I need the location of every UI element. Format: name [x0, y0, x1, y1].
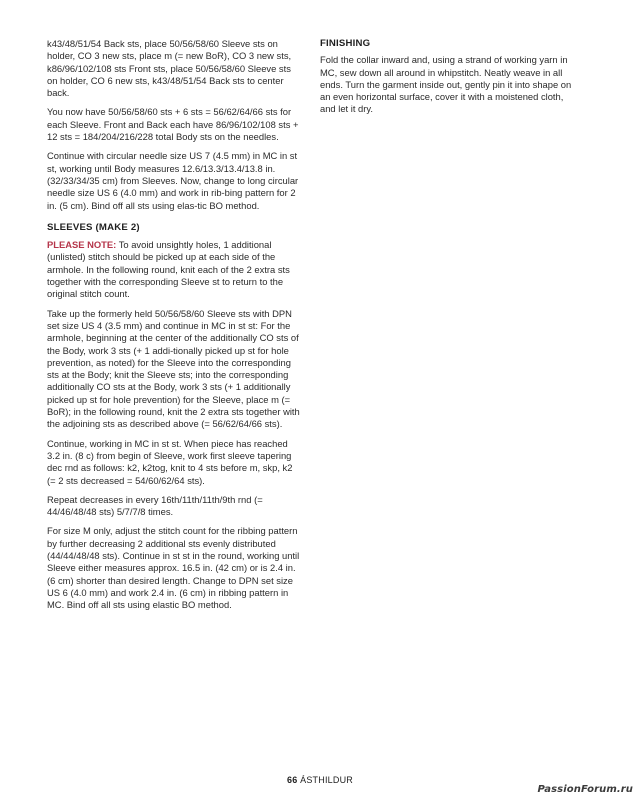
right-column — [320, 38, 578, 123]
paragraph-stitch-count: You now have 50/56/58/60 sts + 6 sts = 56/62/64/66 sts for each Sleeve. Front and Back each have 86/96/102/108 sts + 12 sts = 184/204/216/228 total Body sts on the needles. — [47, 106, 299, 143]
please-note-label: PLEASE NOTE: — [47, 239, 117, 251]
left-column — [47, 38, 303, 618]
watermark: PassionForum.ru — [537, 784, 633, 795]
paragraph-finishing: Fold the collar inward and, using a strand of working yarn in MC, sew down all around in whipstitch. Neatly weave in all ends. Turn the garment inside out, gently pin it into shape on an even horizontal surface, cover it with a moistened cloth, and let it dry. — [320, 54, 572, 115]
footer-title: ÁSTHILDUR — [300, 775, 353, 785]
please-note-text: To avoid unsightly holes, 1 additional (unlisted) stitch should be picked up at each side of the armhole. In the following round, knit each of the 2 extra sts together with the corresponding Sleeve st to return to the original stitch count. — [47, 239, 290, 300]
sleeves-heading: SLEEVES (MAKE 2) — [47, 221, 140, 233]
paragraph-sleeve-pickup: Take up the formerly held 50/56/58/60 Sleeve sts with DPN set size US 4 (3.5 mm) and continue in MC in st st: For the armhole, beginning at the center of the additionally CO sts of the Body, work 3 sts (+ 1 addi-tionally picked up st for hole prevention, as noted) for the Sleeve into the corresponding sts at the Body; knit the Sleeve sts; into the corresponding additionally CO sts at the Body, work 3 sts (+ 1 additionally picked up st for hole prevention) for the Sleeve, place m (= BoR); in the following round, knit the 2 extra sts together with the adjoining sts as described above (= 56/62/64/66 sts). — [47, 307, 300, 430]
page-number: 66 — [287, 775, 298, 785]
paragraph-repeat-decreases: Repeat decreases in every 16th/11th/11th/9th rnd (= 44/46/48/48 sts) 5/7/7/8 times. — [47, 493, 263, 518]
please-note-paragraph — [47, 239, 303, 300]
paragraph-body-instructions: Continue with circular needle size US 7 (4.5 mm) in MC in st st, working until Body measures 12.6/13.3/13.4/13.8 in. (32/33/34/35 cm) from Sleeves. Now, change to long circular needle size US 6 (4.0 mm) and work in rib-bing pattern for 2 in. (5 cm). Bind off all sts using elas-tic BO method. — [47, 150, 299, 211]
paragraph-size-m-ribbing: For size M only, adjust the stitch count for the ribbing pattern by further decreasing 2 additional sts evenly distributed (44/44/48/48 sts). Continue in st st in the round, working until Sleeve either measures approx. 16.5 in. (42 cm) or is 2.4 in. (6 cm) shorter than desired length. Change to DPN set size US 6 (4.0 mm) and work 2.4 in. (6 cm) in ribbing pattern in MC. Bind off all sts using elastic BO method. — [47, 525, 300, 611]
paragraph-sleeve-tapering: Continue, working in MC in st st. When piece has reached 3.2 in. (8 c) from begin of Sleeve, work first sleeve tapering dec rnd as follows: k2, k2tog, knit to 4 sts before m, skp, k2 (= 2 sts decreased = 54/60/62/64 sts). — [47, 437, 293, 486]
paragraph-sts-distribution: k43/48/51/54 Back sts, place 50/56/58/60 Sleeve sts on holder, CO 3 new sts, place m (= new BoR), CO 3 new sts, k86/96/102/108 sts Front sts, place 50/56/58/60 Sleeve sts on holder, CO 6 new sts, k43/48/51/54 Back sts to center back. — [47, 38, 292, 99]
finishing-heading: FINISHING — [320, 38, 371, 49]
